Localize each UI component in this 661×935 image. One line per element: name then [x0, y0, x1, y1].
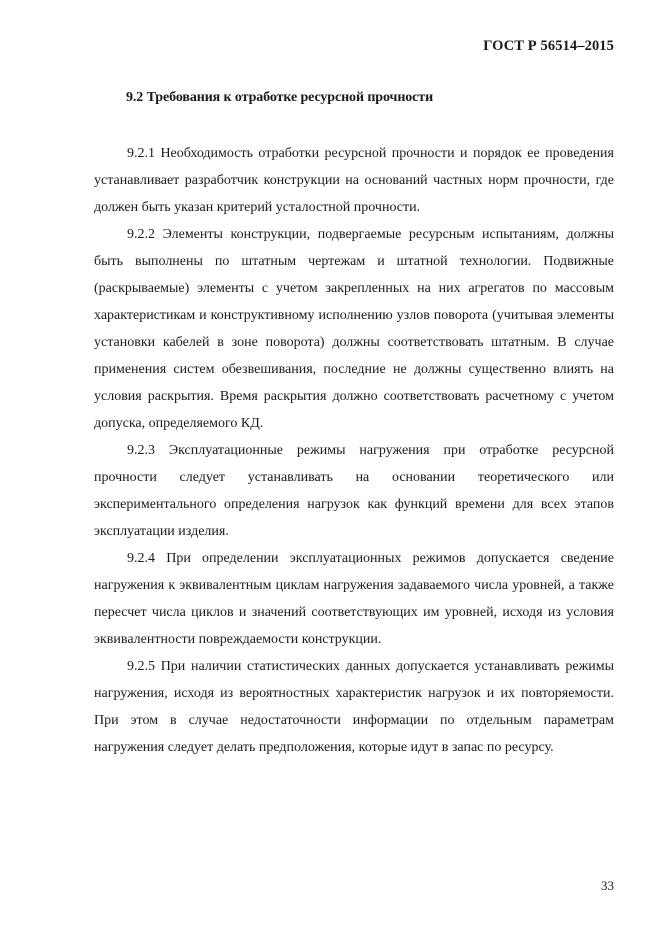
paragraph-9-2-2: 9.2.2 Элементы конструкции, подвергаемые ресурсным испытаниям, должны быть выполнены по штатным чертежам и штатной технологии. Подвижные (раскрываемые) элементы с учетом закрепленных на них агрегатов по массовым характеристикам и конструктивному исполнению узлов поворота (учитывая элементы установки кабелей в зоне поворота) должны соответствовать штатным. В случае применения систем обезвешивания, последние не должны существенно влиять на условия раскрытия. Время раскрытия должно соответствовать расчетному с учетом допуска, определяемого КД.: [94, 227, 614, 431]
section-title: 9.2 Требования к отработке ресурсной прочности: [126, 90, 434, 105]
paragraph-9-2-5: 9.2.5 При наличии статистических данных допускается устанавливать режимы нагружения, исходя из вероятностных характеристик нагрузок и их повторяемости. При этом в случае недостаточности информации по отдельным параметрам нагружения следует делать предположения, которые идут в запас по ресурсу.: [94, 659, 614, 755]
paragraph-9-2-3: 9.2.3 Эксплуатационные режимы нагружения при отработке ресурсной прочности следует устанавливать на основании теоретического или экспериментального определения нагрузок как функций времени для всех этапов эксплуатации изделия.: [94, 443, 614, 539]
page-number: 33: [601, 878, 614, 893]
paragraph-9-2-4: 9.2.4 При определении эксплуатационных режимов допускается сведение нагружения к эквивалентным циклам нагружения задаваемого числа уровней, а также пересчет числа циклов и значений соответствующих им уровней, исходя из условия эквивалентности повреждаемости конструкции.: [94, 551, 614, 647]
body-text: [94, 140, 614, 761]
document-code: ГОСТ Р 56514–2015: [483, 38, 614, 54]
paragraph-9-2-1: 9.2.1 Необходимость отработки ресурсной прочности и порядок ее проведения устанавливает разработчик конструкции на оснований частных норм прочности, где должен быть указан критерий усталостной прочности.: [94, 146, 614, 215]
